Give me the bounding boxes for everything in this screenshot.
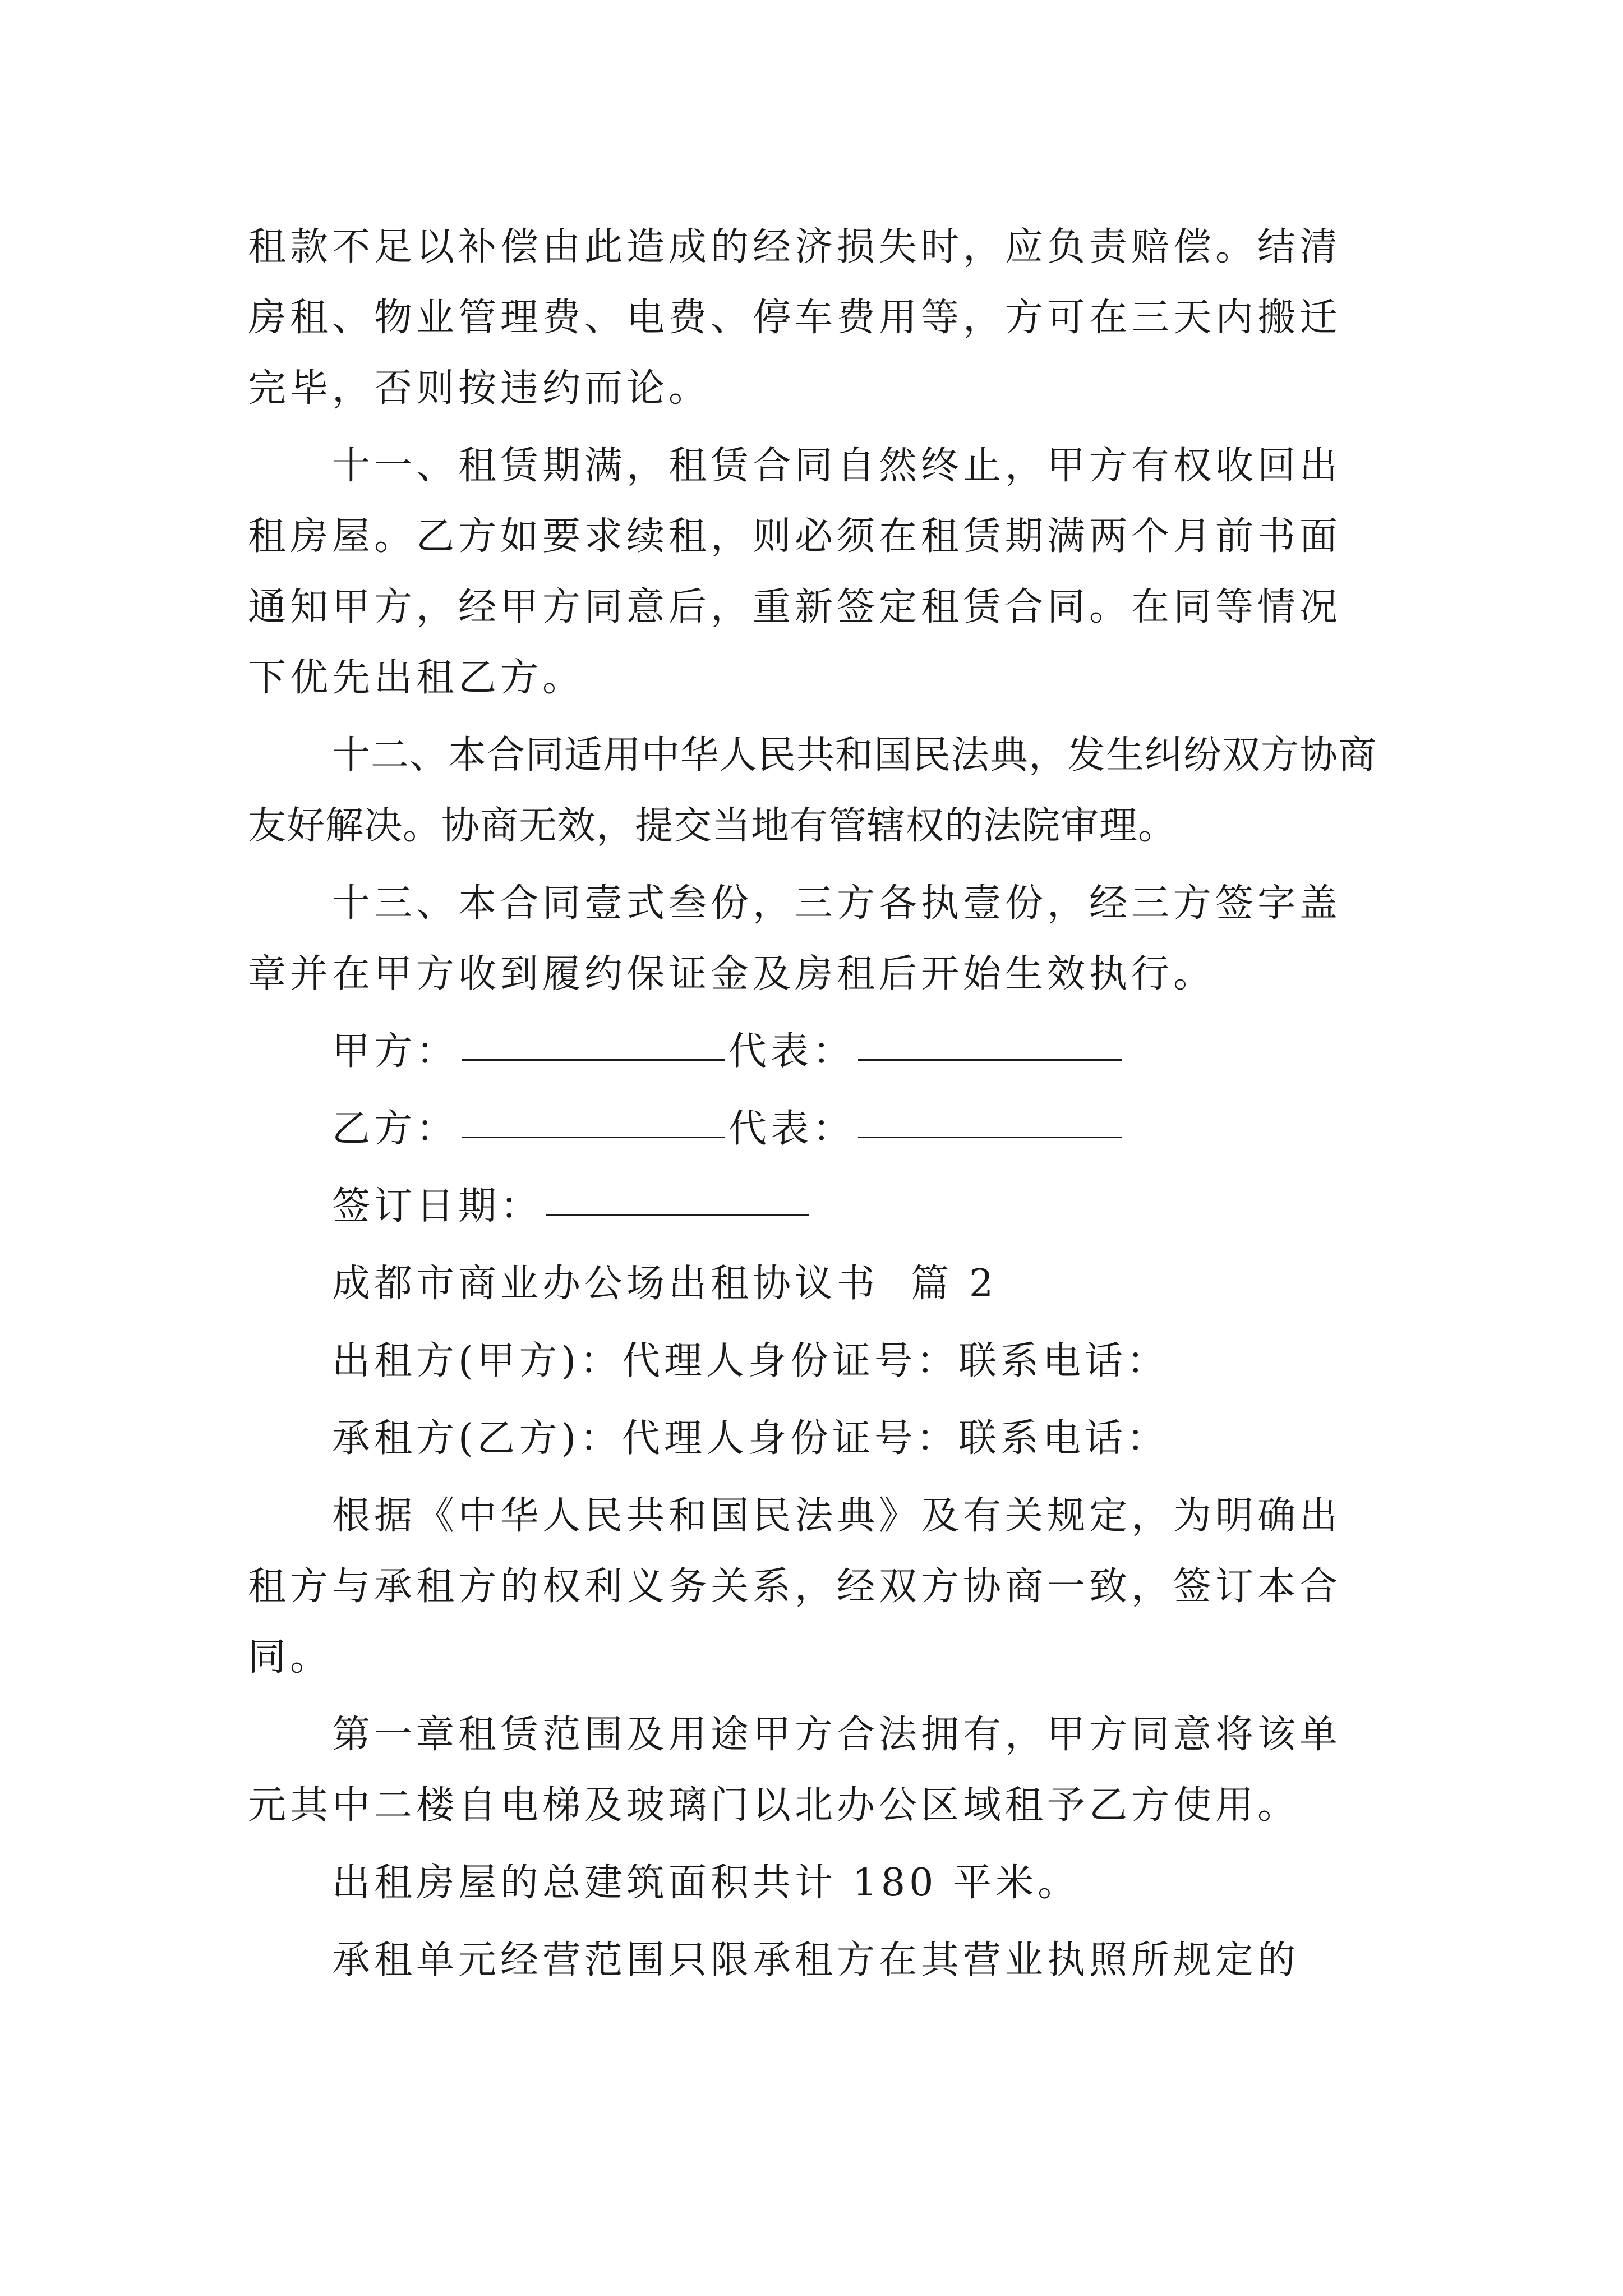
party-a-rep-blank[interactable]	[858, 1014, 1122, 1061]
party-b-rep-blank[interactable]	[858, 1092, 1122, 1138]
paragraph-rent-compensation: 租款不足以补偿由此造成的经济损失时，应负责赔偿。结清房租、物业管理费、电费、停车费用等，方可在三天内搬迁完毕，否则按违约而论。	[248, 225, 1342, 411]
party-a-signature-blank[interactable]	[462, 1014, 725, 1061]
section-2-title: 成都市商业办公场出租协议书 篇 2	[332, 1262, 998, 1306]
date-blank[interactable]	[546, 1169, 809, 1216]
paragraph-business-scope: 承租单元经营范围只限承租方在其营业执照所规定的	[332, 1938, 1300, 1982]
paragraph-area: 出租房屋的总建筑面积共计 180 平米。	[332, 1861, 1080, 1905]
party-b-signature-blank[interactable]	[462, 1092, 725, 1138]
signature-date	[248, 1171, 1381, 1242]
document-body	[248, 212, 1381, 1996]
signature-party-a	[248, 1016, 1381, 1087]
paragraph-clause-13: 十三、本合同壹式叁份，三方各执壹份，经三方签字盖章并在甲方收到履约保证金及房租后开始生效执行。	[248, 881, 1342, 996]
paragraph-chapter-1: 第一章租赁范围及用途甲方合法拥有，甲方同意将该单元其中二楼自电梯及玻璃门以北办公区域租予乙方使用。	[248, 1713, 1342, 1828]
lessor-line: 出租方(甲方)：代理人身份证号：联系电话：	[332, 1339, 1169, 1383]
party-b-rep-label: 代表：	[728, 1107, 855, 1151]
party-b-label: 乙方：	[332, 1107, 459, 1151]
paragraph-legal-basis: 根据《中华人民共和国民法典》及有关规定，为明确出租方与承租方的权利义务关系，经双方协商一致，签订本合同。	[248, 1494, 1342, 1680]
date-label: 签订日期：	[332, 1184, 543, 1228]
paragraph-clause-11: 十一、租赁期满，租赁合同自然终止，甲方有权收回出租房屋。乙方如要求续租，则必须在租赁期满两个月前书面通知甲方，经甲方同意后，重新签定租赁合同。在同等情况下优先出租乙方。	[248, 444, 1342, 700]
party-a-rep-label: 代表：	[728, 1029, 855, 1074]
paragraph-clause-12: 十二、本合同适用中华人民共和国民法典，发生纠纷双方协商友好解决。协商无效，提交当地有管辖权的法院审理。	[248, 733, 1377, 848]
lessee-line: 承租方(乙方)：代理人身份证号：联系电话：	[332, 1416, 1169, 1461]
signature-party-b	[248, 1094, 1381, 1165]
party-a-label: 甲方：	[332, 1029, 459, 1074]
